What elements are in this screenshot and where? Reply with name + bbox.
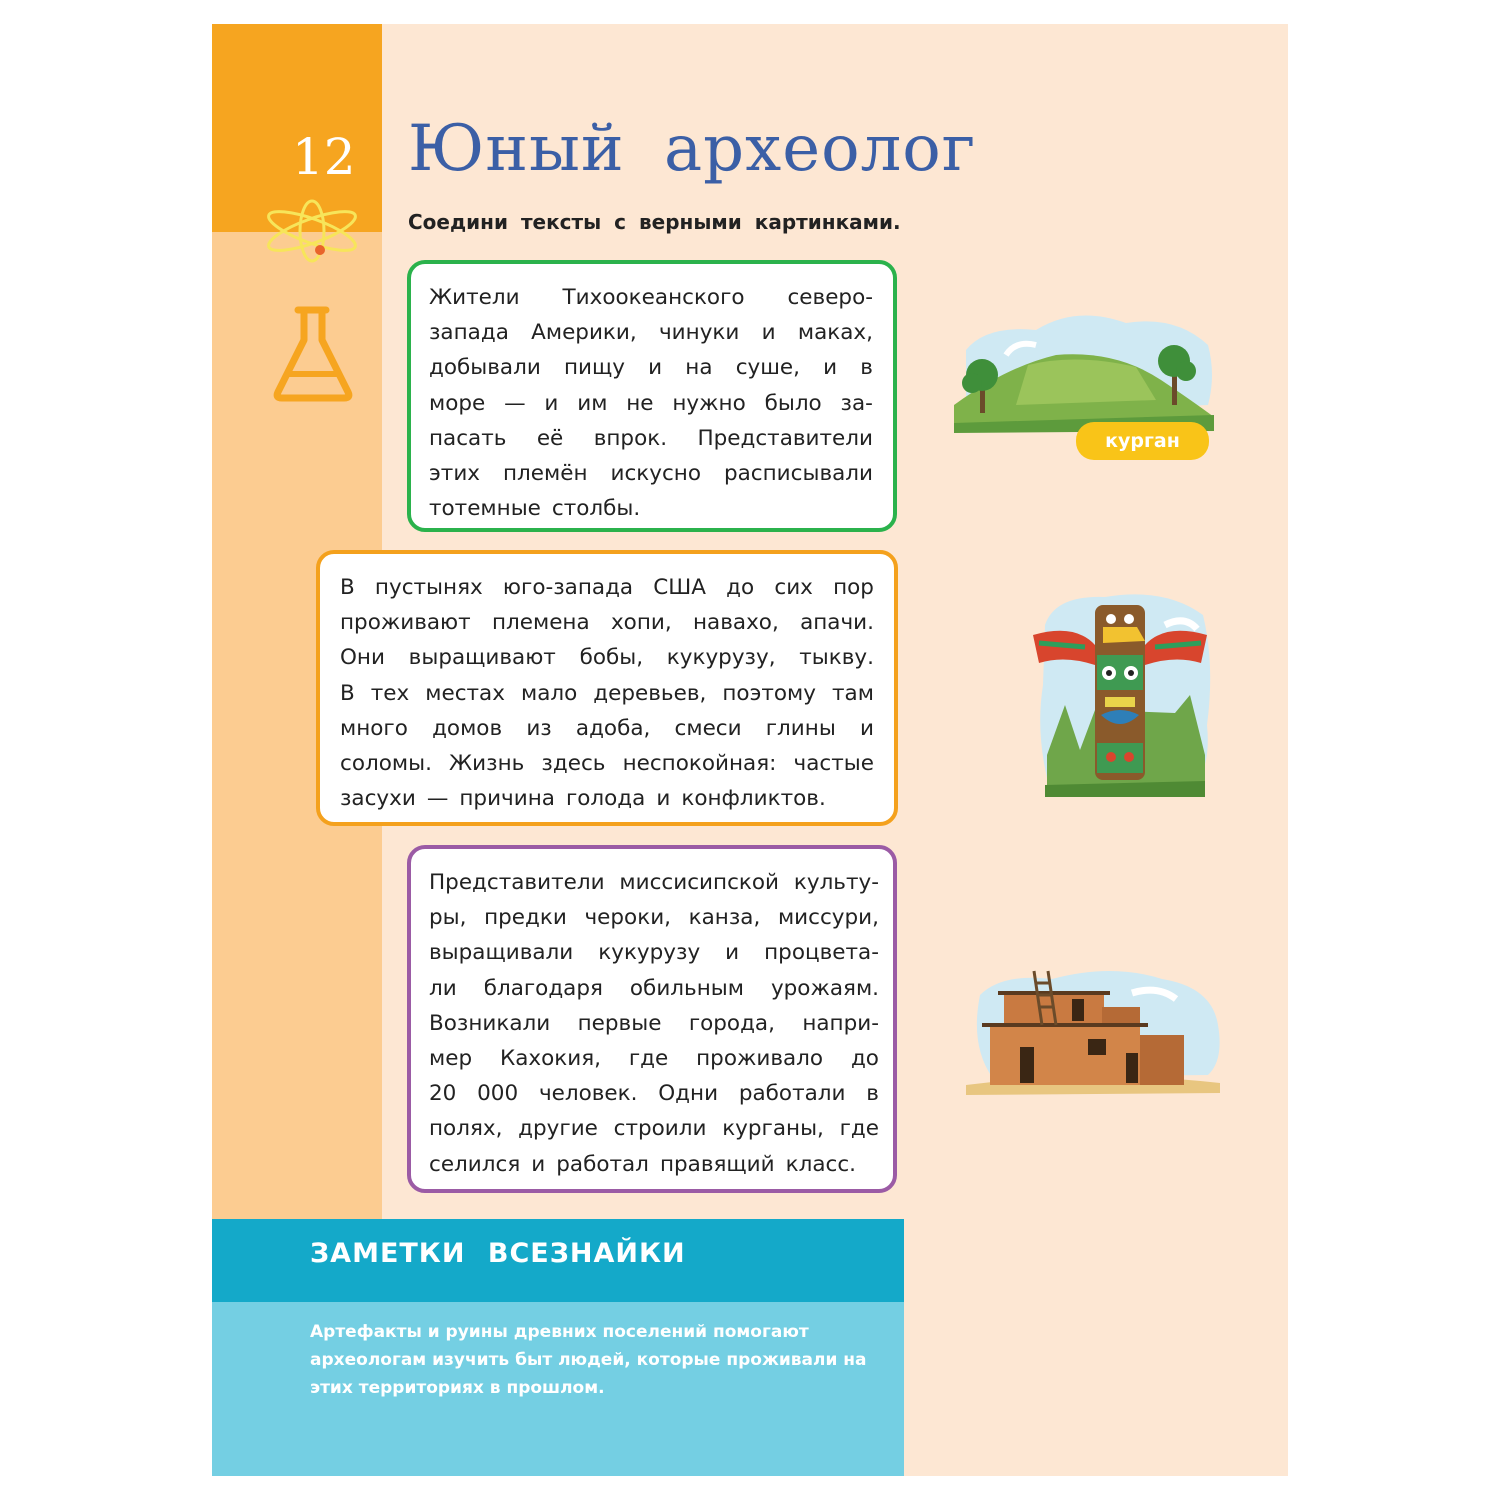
card-line: запада Америки, чинуки и маках, [429, 320, 873, 346]
card-line: выращивали кукурузу и процвета- [429, 940, 879, 966]
card-line: засухи — причина голода и конфликтов. [340, 786, 826, 812]
flask-icon [268, 304, 358, 404]
card-line: соломы. Жизнь здесь неспокойная: частые [340, 751, 874, 777]
text-card-pacific-northwest[interactable] [407, 260, 897, 532]
card-line: ры, предки чероки, канза, миссури, [429, 905, 879, 931]
card-line: море — и им не нужно было за- [429, 390, 873, 416]
card-text [429, 865, 879, 1182]
card-line: много домов из адоба, смеси глины и [340, 715, 874, 741]
notes-title: ЗАМЕТКИ ВСЕЗНАЙКИ [310, 1238, 686, 1269]
card-line: Жители Тихоокеанского северо- [429, 285, 873, 310]
card-line: 20 000 человек. Одни работали в [429, 1081, 879, 1107]
atom-icon [262, 196, 362, 266]
card-line: селился и работал правящий класс. [429, 1151, 857, 1177]
card-line: мер Кахокия, где проживало до [429, 1046, 879, 1072]
card-line: В тех местах мало деревьев, поэтому там [340, 680, 874, 706]
card-line: полях, другие строили курганы, где [429, 1116, 879, 1142]
card-line: Представители миссисипской культу- [429, 870, 879, 895]
card-line: проживают племена хопи, навахо, апачи. [340, 610, 874, 636]
card-line: тотемные столбы. [429, 496, 641, 522]
card-line: В пустынях юго-запада США до сих пор [340, 575, 874, 600]
text-card-mississippian[interactable] [407, 845, 897, 1193]
card-text [429, 280, 873, 526]
card-line: пасать её впрок. Представители [429, 425, 873, 451]
card-line: Они выращивают бобы, кукурузу, тыкву. [340, 645, 874, 671]
page-title: Юный археолог [408, 112, 977, 186]
card-line: этих племён искусно расписывали [429, 461, 873, 487]
page-number: 12 [292, 128, 356, 186]
card-line: Возникали первые города, напри- [429, 1010, 879, 1036]
instruction-text: Соедини тексты с верными картинками. [408, 210, 901, 234]
card-text [340, 570, 874, 816]
totem-pole-picture[interactable] [1025, 585, 1215, 805]
adobe-house-picture[interactable] [962, 965, 1224, 1100]
card-line: добывали пищу и на суше, и в [429, 355, 873, 381]
mound-label-badge: курган [1076, 422, 1209, 460]
text-card-southwest[interactable] [316, 550, 898, 826]
card-line: ли благодаря обильным урожаям. [429, 975, 879, 1001]
notes-text: Артефакты и руины древних поселений помогают археологам изучить быт людей, которые проживали на этих территориях в прошлом. [310, 1322, 867, 1398]
